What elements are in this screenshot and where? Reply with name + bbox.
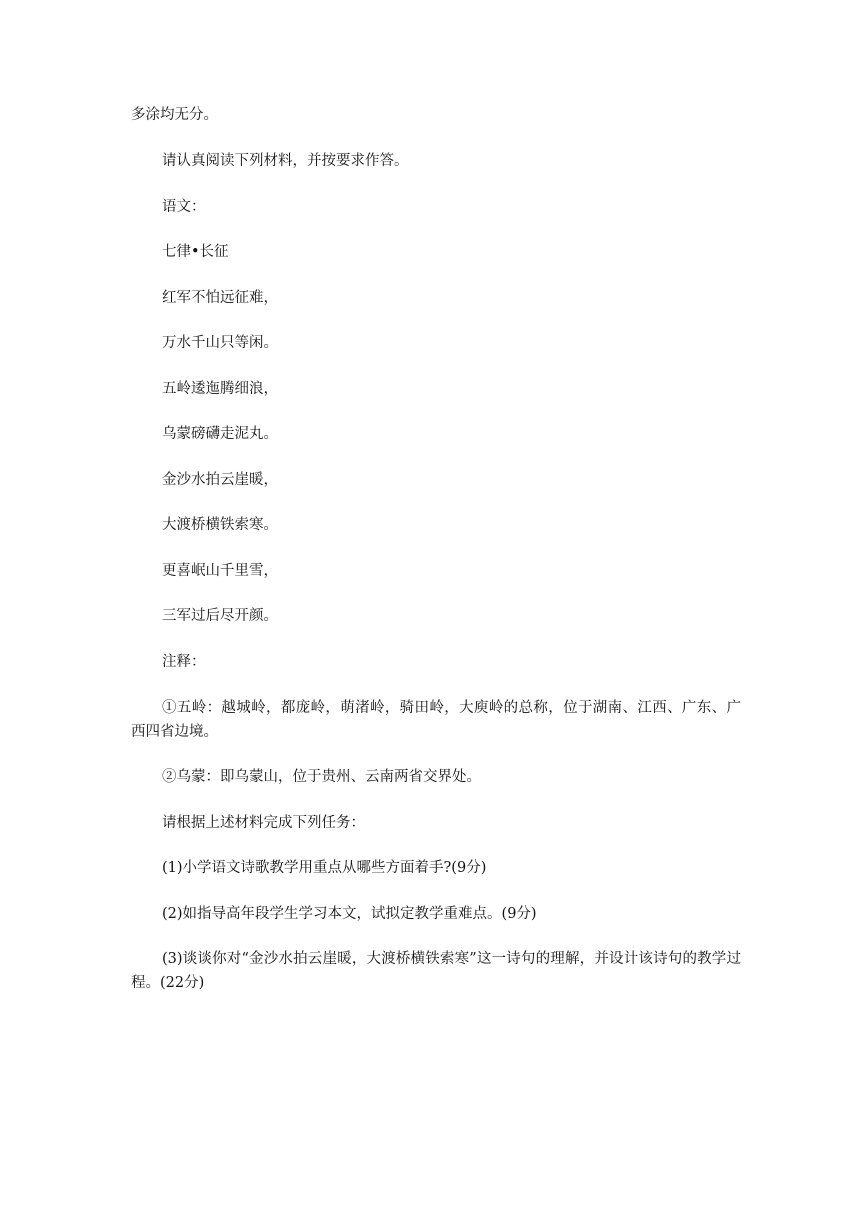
poem-line: 乌蒙磅礴走泥丸。 xyxy=(162,426,278,442)
task-item: (2)如指导高年段学生学习本文，试拟定教学重难点。(9分) xyxy=(162,906,537,922)
poem-line: 金沙水拍云崖暖， xyxy=(162,472,278,488)
poem-line: 三军过后尽开颜。 xyxy=(162,608,278,624)
intro-instruction: 请认真阅读下列材料，并按要求作答。 xyxy=(162,153,409,169)
poem-line: 红军不怕远征难， xyxy=(162,290,278,306)
tasks-heading: 请根据上述材料完成下列任务： xyxy=(162,815,365,831)
poem-line: 大渡桥横铁索寒。 xyxy=(162,517,278,533)
intro-continuation: 多涂均无分。 xyxy=(131,107,218,123)
task-item: (1)小学语文诗歌教学用重点从哪些方面着手?(9分) xyxy=(162,860,487,876)
notes-heading: 注释： xyxy=(162,654,206,670)
poem-line: 万水千山只等闲。 xyxy=(162,335,278,351)
note-item: ①五岭：越城岭，都庞岭，萌渚岭，骑田岭，大庾岭的总称，位于湖南、江西、广东、广西四省边境。 xyxy=(131,700,741,740)
poem-line: 五岭逶迤腾细浪， xyxy=(162,381,278,397)
subject-label: 语文： xyxy=(162,199,206,215)
task-item: (3)谈谈你对“金沙水拍云崖暖，大渡桥横铁索寒”这一诗句的理解，并设计该诗句的教学过程。(22分) xyxy=(131,951,741,991)
poem-title: 七律•长征 xyxy=(162,244,229,260)
note-item: ②乌蒙：即乌蒙山，位于贵州、云南两省交界处。 xyxy=(162,769,481,785)
poem-line: 更喜岷山千里雪， xyxy=(162,563,278,579)
